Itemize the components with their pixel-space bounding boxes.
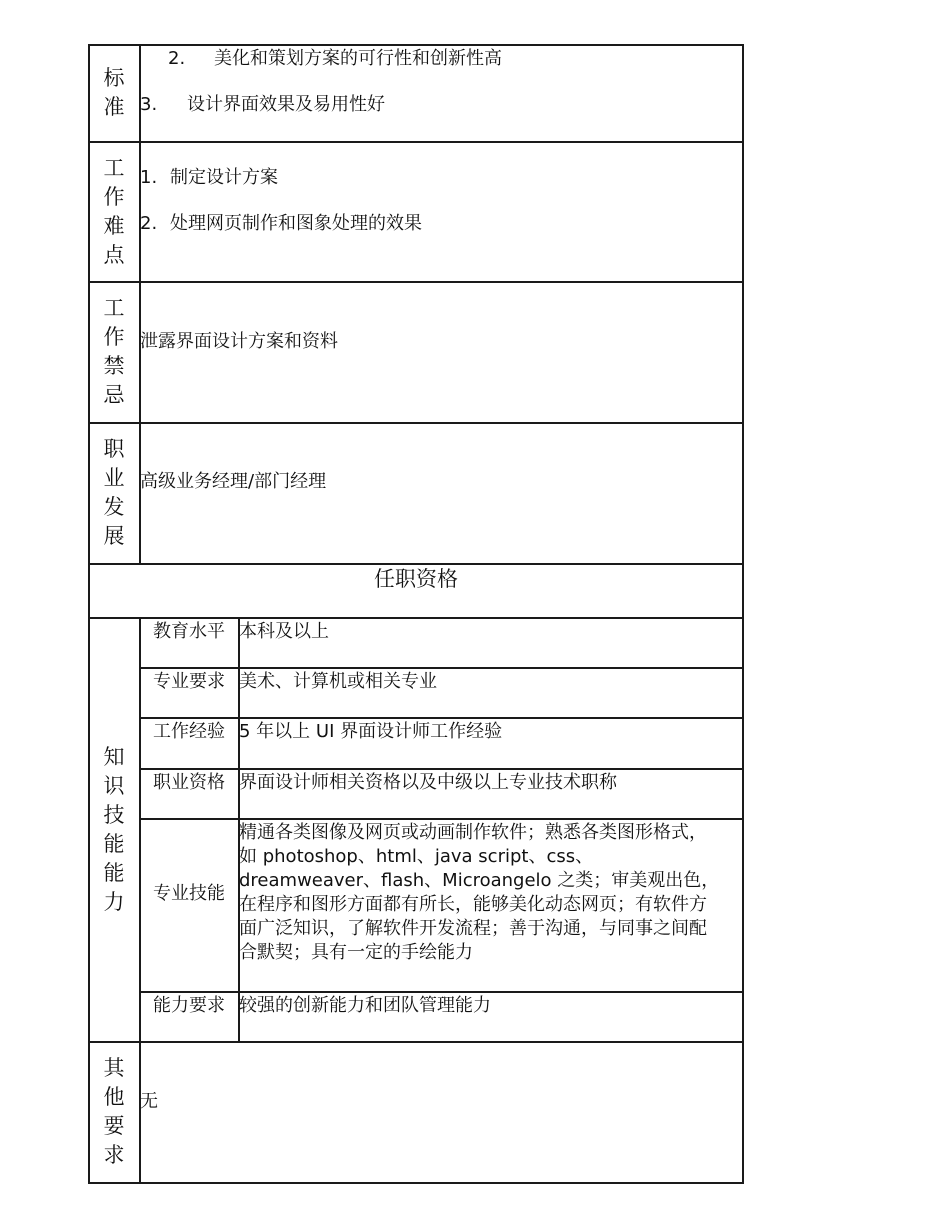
table-border-right	[742, 44, 744, 1184]
ability-value: 较强的创新能力和团队管理能力	[239, 995, 491, 1016]
subrow-divider	[139, 991, 744, 993]
skills-line: dreamweaver、flash、Microangelo 之类；审美观出色，	[239, 870, 720, 891]
education-label: 教育水平	[153, 621, 225, 642]
standard-label-char: 标	[103, 65, 125, 90]
standard-label-text	[104, 64, 125, 122]
row-divider	[88, 1041, 744, 1043]
prohibitions-label	[89, 282, 139, 422]
education-value: 本科及以上	[239, 621, 329, 642]
difficulty-item-num: 1.	[140, 167, 158, 188]
ability-label: 能力要求	[153, 995, 225, 1016]
difficulty-item-text: 处理网页制作和图象处理的效果	[170, 213, 422, 234]
other-label-char: 他	[103, 1085, 125, 1109]
knowledge-label-char: 能	[103, 860, 125, 885]
difficulty-item-num: 2.	[140, 213, 158, 234]
other-text: 无	[140, 1091, 158, 1112]
row-divider	[88, 617, 744, 619]
skills-line: 面广泛知识，了解软件开发流程；善于沟通，与同事之间配	[239, 918, 707, 939]
career-text: 高级业务经理/部门经理	[140, 471, 327, 492]
table-border-bottom	[88, 1182, 744, 1184]
subrow-divider	[139, 818, 744, 820]
row-divider	[88, 141, 744, 143]
other-label-char: 其	[103, 1056, 125, 1080]
other-label	[89, 1042, 139, 1182]
prohibitions-label-char: 忌	[103, 383, 125, 407]
skills-value	[239, 821, 739, 965]
subrow-divider	[139, 667, 744, 669]
standard-item-text: 设计界面效果及易用性好	[187, 94, 385, 115]
skills-label: 专业技能	[153, 883, 225, 904]
knowledge-label-char: 能	[103, 831, 125, 856]
major-label: 专业要求	[153, 671, 225, 692]
skills-line: 如 photoshop、html、java script、css、	[239, 846, 594, 867]
skills-line: 精通各类图像及网页或动画制作软件；熟悉各类图形格式，	[239, 822, 707, 843]
career-label-char: 职	[103, 437, 125, 461]
knowledge-label-char: 识	[103, 773, 125, 798]
prohibitions-label-char: 工	[103, 296, 125, 320]
prohibitions-text: 泄露界面设计方案和资料	[140, 331, 338, 352]
difficulties-label	[89, 142, 139, 281]
standard-item-text: 美化和策划方案的可行性和创新性高	[214, 48, 502, 69]
row-divider	[88, 281, 744, 283]
standard-item-num: 3.	[140, 94, 158, 115]
standard-label-char: 准	[103, 94, 125, 119]
table-border-top	[88, 44, 744, 46]
experience-value: 5 年以上 UI 界面设计师工作经验	[239, 721, 503, 742]
standard-label	[89, 44, 139, 141]
knowledge-label	[89, 618, 139, 1041]
standard-item-num: 2.	[168, 48, 186, 69]
qualification-title: 任职资格	[374, 567, 458, 591]
subrow-divider	[139, 768, 744, 770]
skills-line: 合默契；具有一定的手绘能力	[239, 942, 473, 963]
other-label-char: 求	[103, 1143, 125, 1167]
difficulties-label-char: 点	[103, 242, 125, 267]
knowledge-label-char: 力	[103, 889, 125, 914]
major-value: 美术、计算机或相关专业	[239, 671, 437, 692]
certification-label: 职业资格	[153, 772, 225, 793]
row-divider	[88, 422, 744, 424]
difficulties-label-char: 作	[103, 184, 125, 209]
career-label	[89, 423, 139, 563]
difficulties-label-char: 工	[103, 155, 125, 180]
career-label-char: 展	[103, 524, 125, 548]
career-label-char: 发	[103, 495, 125, 519]
subrow-divider	[139, 717, 744, 719]
difficulties-label-char: 难	[103, 213, 125, 238]
knowledge-label-char: 知	[103, 744, 125, 769]
prohibitions-label-char: 作	[103, 325, 125, 349]
prohibitions-label-char: 禁	[103, 354, 125, 378]
experience-label: 工作经验	[153, 721, 225, 742]
certification-value: 界面设计师相关资格以及中级以上专业技术职称	[239, 772, 617, 793]
knowledge-label-char: 技	[103, 802, 125, 827]
skills-line: 在程序和图形方面都有所长，能够美化动态网页；有软件方	[239, 894, 707, 915]
career-label-char: 业	[103, 466, 125, 490]
difficulty-item-text: 制定设计方案	[170, 167, 278, 188]
other-label-char: 要	[103, 1114, 125, 1138]
